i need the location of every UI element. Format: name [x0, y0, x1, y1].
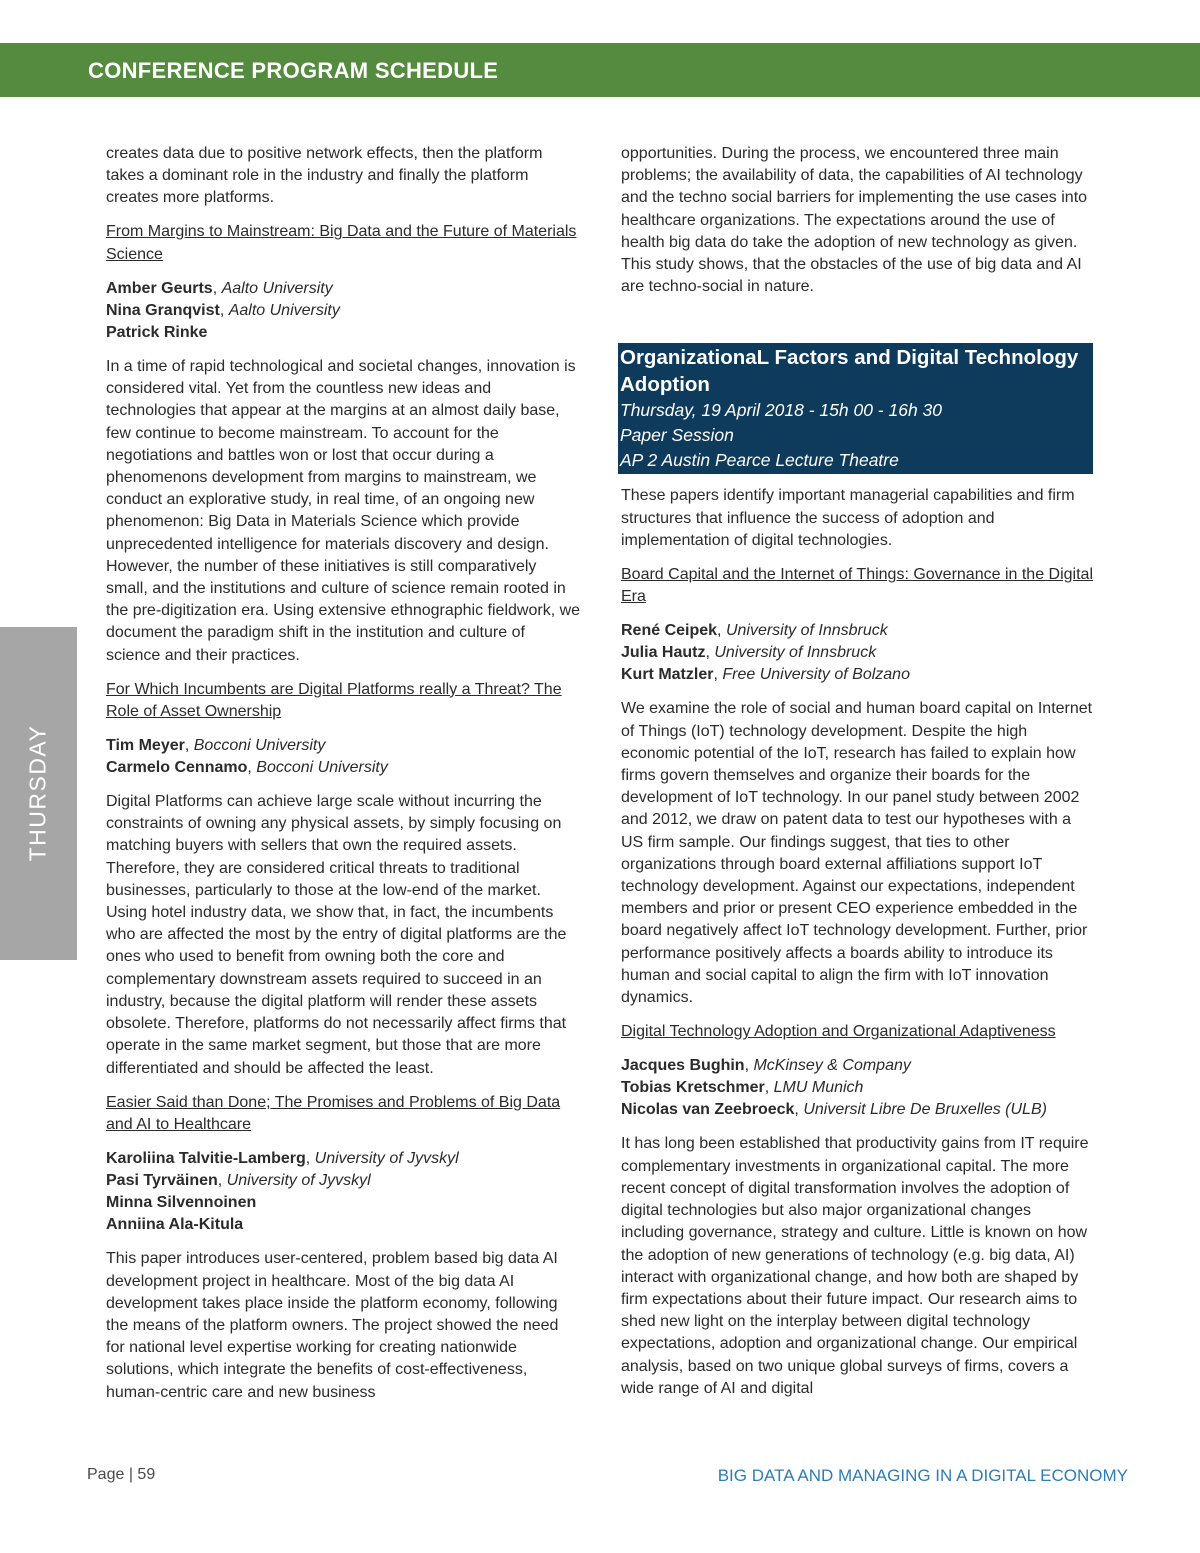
paper-abstract: In a time of rapid technological and societal changes, innovation is considered vital. Yet from the countless new ideas and technologies that appear at the margins at an almost daily base, few continue to become mainstream. To account for the negotiations and battles won or lost that occur during a phenomenons development from margins to mainstream, we conduct an explorative study, in real time, of an ongoing new phenomenon: Big Data in Materials Science which provide unprecedented intelligence for materials discovery and design. However, the number of these initiatives is still comparatively small, and the institutions and culture of science remain rooted in the pre-digitization era. Using extensive ethnographic fieldwork, we document the paradigm shift in the institution and culture of science and their practices.	[106, 358, 581, 664]
author-affiliation: University of Jyvskyl	[226, 1171, 371, 1189]
author	[106, 757, 581, 779]
author-name: Anniina Ala-Kitula	[106, 1216, 244, 1234]
author-name: Amber Geurts	[106, 279, 213, 297]
paper-title: For Which Incumbents are Digital Platforms really a Threat? The Role of Asset Ownership	[106, 680, 562, 720]
author-separator: ,	[212, 279, 222, 297]
day-side-tab	[0, 627, 77, 960]
author	[106, 1214, 581, 1236]
author-separator: ,	[705, 644, 715, 662]
author	[106, 1148, 581, 1170]
paper-title: Digital Technology Adoption and Organizational Adaptiveness	[621, 1023, 1056, 1041]
author-separator: ,	[744, 1057, 754, 1075]
author-separator: ,	[184, 736, 194, 754]
paper-title: Easier Said than Done; The Promises and Problems of Big Data and AI to Healthcare	[106, 1093, 561, 1133]
author-separator: ,	[305, 1149, 315, 1167]
author-name: Minna Silvennoinen	[106, 1194, 257, 1212]
author	[621, 1055, 1093, 1077]
author-separator: ,	[247, 759, 257, 777]
author-name: Carmelo Cennamo	[106, 759, 248, 777]
author-affiliation: Aalto University	[221, 279, 333, 297]
left-column	[106, 143, 581, 1416]
author-name: Jacques Bughin	[621, 1057, 745, 1075]
author	[106, 322, 581, 344]
author-affiliation: LMU Munich	[773, 1079, 864, 1097]
author-name: Nina Granqvist	[106, 301, 220, 319]
author-separator: ,	[717, 622, 726, 640]
author-affiliation: Universit Libre De Bruxelles (ULB)	[803, 1101, 1047, 1119]
author-affiliation: McKinsey & Company	[753, 1057, 911, 1075]
author	[106, 1192, 581, 1214]
author	[106, 735, 581, 757]
author-list	[621, 1055, 1093, 1122]
author-separator: ,	[713, 666, 723, 684]
author-affiliation: Free University of Bolzano	[722, 666, 910, 684]
paper-title: Board Capital and the Internet of Things: Governance in the Digital Era	[621, 565, 1093, 606]
author-list	[106, 735, 581, 779]
day-side-tab-label: THURSDAY	[24, 724, 51, 862]
paper-abstract: This paper introduces user-centered, problem based big data AI development project in healthcare. Most of the big data AI development takes place inside the platform economy, following the means of the platform owners. The project showed the need for national level expertise working for creating nationwide solutions, which integrate the benefits of cost-effectiveness, human-centric care and new business	[106, 1250, 559, 1401]
session-header-box	[618, 343, 1093, 474]
author-name: Pasi Tyrväinen	[106, 1171, 218, 1189]
paper-title: From Margins to Mainstream: Big Data and the Future of Materials Science	[106, 223, 577, 263]
author-separator: ,	[219, 301, 229, 319]
page-header-title: CONFERENCE PROGRAM SCHEDULE	[88, 58, 499, 83]
paper-abstract: Digital Platforms can achieve large scale without incurring the constraints of owning any physical assets, by simply focusing on matching buyers with sellers that own the required assets. Therefore, they are considered critical threats to traditional businesses, particularly to those at the low-end of the market. Using hotel industry data, we show that, in fact, the incumbents who are affected the most by the entry of digital platforms are the ones who used to benefit from owning both the core and complementary downstream assets required to succeed in an industry, because the digital platform will render these assets obsolete. Therefore, platforms do not necessarily affect firms that operate in the same market segment, but those that are more differentiated and should be affected the least.	[106, 793, 567, 1077]
author	[106, 278, 581, 300]
session-datetime: Thursday, 19 April 2018 - 15h 00 - 16h 30	[620, 400, 943, 421]
continued-paragraph: creates data due to positive network effects, then the platform takes a dominant role in the industry and finally the platform creates more platforms.	[106, 145, 543, 207]
session-title: OrganizationaL Factors and Digital Technology Adoption	[620, 346, 1079, 397]
session-intro: These papers identify important managerial capabilities and firm structures that influence the success of adoption and implementation of digital technologies.	[621, 487, 1075, 549]
header-bar	[0, 43, 1200, 97]
author-affiliation: Bocconi University	[256, 759, 388, 777]
paper-abstract: It has long been established that productivity gains from IT require complementary investments in organizational capital. The more recent concept of digital transformation involves the adoption of digital technologies but also major organizational changes including governance, strategy and culture. Little is known on how the adoption of new generations of technology (e.g. big data, AI) interact with organizational change, and how both are shaped by firm expectations about their future impact. Our research aims to shed new light on the interplay between digital technology expectations, adoption and organizational change. Our empirical analysis, based on two unique global surveys of firms, covers a wide range of AI and digital	[621, 1135, 1089, 1397]
paper-abstract: We examine the role of social and human board capital on Internet of Things (IoT) technology development. Despite the high economic potential of the IoT, research has failed to explain how firms govern themselves and organize their boards for the development of IoT technology. In our panel study between 2002 and 2012, we draw on patent data to test our hypotheses with a US firm sample. Our findings suggest, that ties to other organizations through board external affiliations support IoT technology development. Against our expectations, independent members and prior or present CEO experience embedded in the board negatively affect IoT technology development. Further, prior performance positively affects a boards ability to introduce its human and social capital to align the firm with IoT innovation dynamics.	[621, 700, 1093, 1007]
author-affiliation: Aalto University	[228, 301, 340, 319]
author	[621, 1077, 1093, 1099]
author-list	[106, 1148, 581, 1237]
author-separator: ,	[217, 1171, 227, 1189]
author-name: René Ceipek	[621, 622, 718, 640]
author	[621, 642, 1093, 664]
author-affiliation: University of Jyvskyl	[314, 1149, 459, 1167]
author-affiliation: University of Innsbruck	[714, 644, 877, 662]
author-list	[621, 620, 1093, 687]
author-separator: ,	[794, 1101, 804, 1119]
author	[621, 1099, 1093, 1121]
continued-paragraph: opportunities. During the process, we encountered three main problems; the availability of data, the capabilities of AI technology and the techno social barriers for implementing the use cases into healthcare organizations. The expectations around the use of health big data do take the adoption of new technology as given. This study shows, that the obstacles of the use of big data and AI are techno-social in nature.	[621, 145, 1088, 296]
author-name: Julia Hautz	[621, 644, 706, 662]
author-name: Karoliina Talvitie-Lamberg	[106, 1149, 306, 1167]
right-column	[621, 143, 1093, 1412]
author-name: Patrick Rinke	[106, 324, 208, 342]
author-name: Kurt Matzler	[621, 666, 714, 684]
author	[106, 1170, 581, 1192]
author-name: Tobias Kretschmer	[621, 1079, 765, 1097]
footer-publication-title: BIG DATA AND MANAGING IN A DIGITAL ECONOMY	[717, 1466, 1128, 1485]
author-affiliation: Bocconi University	[193, 736, 326, 754]
author-list	[106, 278, 581, 345]
author	[621, 620, 1093, 642]
author-name: Tim Meyer	[106, 736, 185, 754]
author-separator: ,	[764, 1079, 774, 1097]
session-type: Paper Session	[620, 425, 734, 446]
footer-page-number: Page | 59	[87, 1466, 156, 1483]
author	[106, 300, 581, 322]
session-location: AP 2 Austin Pearce Lecture Theatre	[620, 450, 899, 471]
author-name: Nicolas van Zeebroeck	[621, 1101, 795, 1119]
author	[621, 664, 1093, 686]
author-affiliation: University of Innsbruck	[725, 622, 888, 640]
